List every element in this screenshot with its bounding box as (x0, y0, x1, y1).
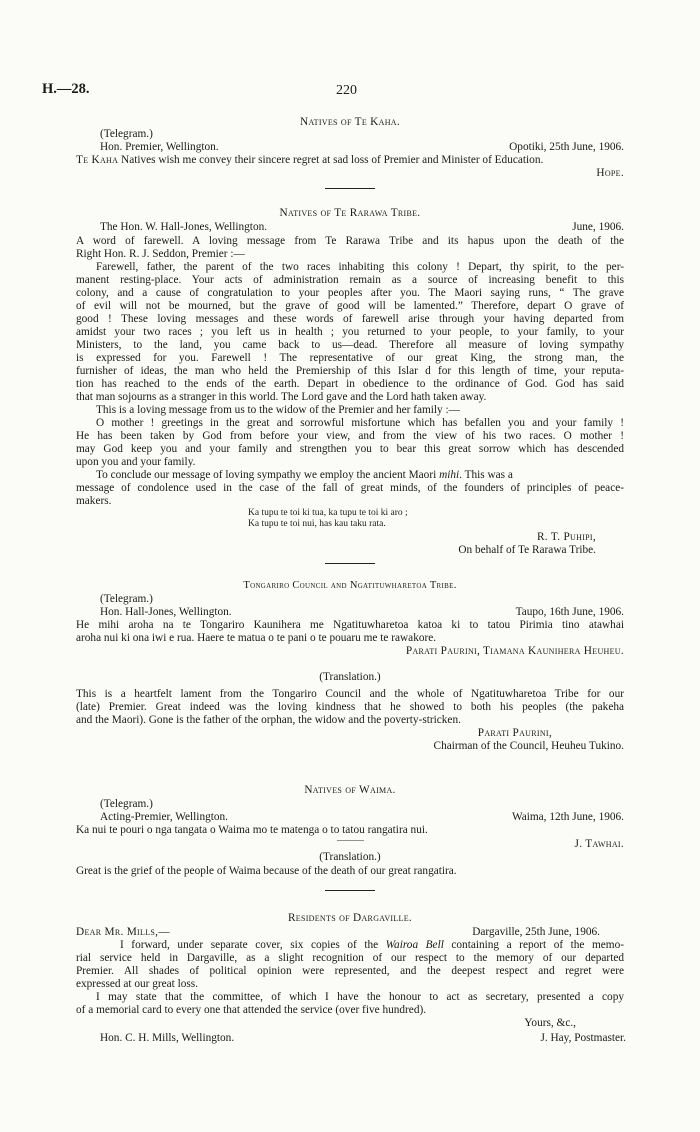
section-title-tongariro: Tongariro Council and Ngatituwharetoa Tribe. (243, 580, 457, 591)
signature-name: R. T. Puhipi, (536, 531, 596, 543)
addressee: Hon. Hall-Jones, Wellington. (100, 606, 232, 618)
salutation: Dear Mr. Mills,— (76, 926, 170, 938)
translation-text: (late) Premier. Great indeed was the loving kindness that he showed to both his peoples (the pakeha (76, 701, 624, 713)
section-title-te-kaha: Natives of Te Kaha. (299, 116, 400, 128)
divider (325, 563, 375, 564)
translation-label: (Translation.) (319, 671, 381, 683)
dash-separator: ——— (337, 835, 364, 845)
signature-name: Parati Paurini, (477, 727, 552, 739)
section-title-waima: Natives of Waima. (304, 784, 396, 796)
date: June, 1906. (572, 221, 624, 233)
telegram-tag: (Telegram.) (100, 798, 153, 810)
section-title-te-rarawa: Natives of Te Rarawa Tribe. (279, 207, 421, 219)
translation-text: This is a heartfelt lament from the Tongariro Council and the whole of Ngatituwharetoa Tribe for our (76, 688, 624, 700)
translation-text: Great is the grief of the people of Waima because of the death of our great rangatira. (76, 865, 457, 877)
divider (325, 188, 375, 189)
addressee: Hon. Premier, Wellington. (100, 141, 219, 153)
maori-message: aroha nui ki ona iwi e rua. Haere te matua o te pani o te pouaru me te rawakore. (76, 632, 437, 644)
telegram-tag: (Telegram.) (100, 593, 153, 605)
translation-text: and the Maori). Gone is the father of the orphan, the widow and the poverty-stricken. (76, 714, 461, 726)
addressee: The Hon. W. Hall-Jones, Wellington. (100, 221, 268, 233)
signature: J. Hay, Postmaster. (540, 1032, 626, 1044)
addressee: Hon. C. H. Mills, Wellington. (100, 1032, 235, 1044)
telegram-tag: (Telegram.) (100, 128, 153, 140)
place-date: Taupo, 16th June, 1906. (515, 606, 624, 618)
translation-label: (Translation.) (319, 851, 381, 863)
signature-title: Chairman of the Council, Heuheu Tukino. (433, 740, 624, 752)
verse-line: Ka tupu te toi ki tua, ka tupu te toi ki aro ; (248, 508, 408, 518)
place-date: Dargaville, 25th June, 1906. (472, 926, 600, 938)
place-date: Opotiki, 25th June, 1906. (509, 141, 624, 153)
maori-message: Ka nui te pouri o nga tangata o Waima mo te matenga o to tatou rangatira nui. (76, 824, 428, 836)
place-date: Waima, 12th June, 1906. (511, 811, 624, 823)
message-body: Te Kaha Natives wish me convey their sincere regret at sad loss of Premier and Minister of Education. (76, 154, 544, 166)
document-reference: H.—28. (42, 81, 90, 97)
maori-message: He mihi aroha na te Tongariro Kaunihera me Ngatituwharetoa katoa ki to tatou Pirimia tino atawhai (76, 619, 624, 631)
divider (325, 890, 375, 891)
page-number: 220 (336, 83, 357, 98)
signature: J. Tawhai. (574, 838, 624, 850)
signature: Hope. (596, 167, 624, 179)
addressee: Acting-Premier, Wellington. (100, 811, 229, 823)
maori-signature: Parati Paurini, Tiamana Kaunihera Heuheu. (405, 645, 624, 657)
closing: Yours, &c., (524, 1017, 576, 1029)
verse-line: Ka tupu te toi nui, has kau taku rata. (248, 519, 386, 529)
signature-behalf: On behalf of Te Rarawa Tribe. (458, 544, 596, 556)
section-title-dargaville: Residents of Dargaville. (287, 912, 413, 924)
